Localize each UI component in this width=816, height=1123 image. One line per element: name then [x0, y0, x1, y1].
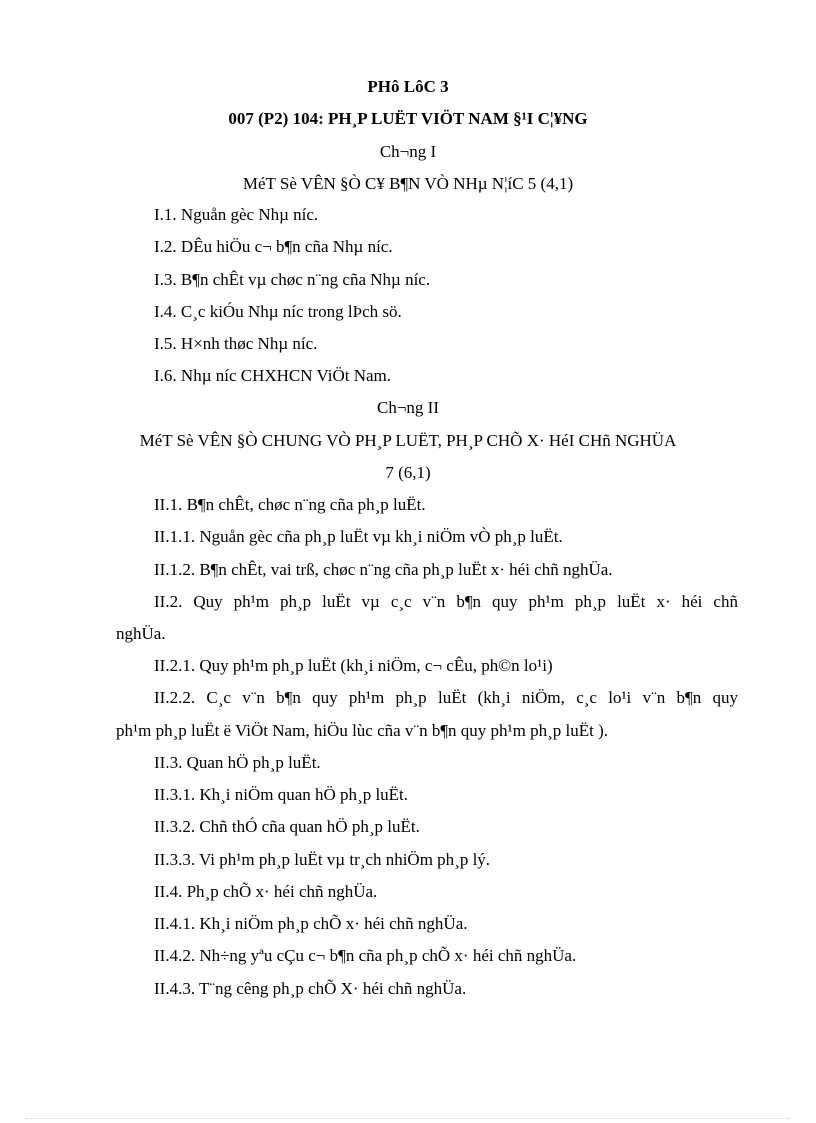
justified-word: héi: [681, 592, 703, 611]
justified-word: quy: [712, 688, 738, 707]
justified-word: ph¸p: [574, 592, 607, 611]
justified-word: ph¹m: [233, 592, 269, 611]
justified-word: C¸c: [206, 688, 231, 707]
justified-word: quy: [492, 592, 518, 611]
justified-word: Quy: [193, 592, 223, 611]
justified-word: quy: [312, 688, 338, 707]
outline-item: II.3.3. Vi ph¹m ph¸p luËt vµ tr¸ch nhiÖm ph¸p lý.: [154, 850, 491, 869]
outline-item-justified: [154, 591, 738, 613]
outline-item: I.4. C¸c kiÓu Nhµ níc trong lÞch sö.: [154, 302, 402, 321]
outline-item: II.4.2. Nh÷ng yªu cÇu c¬ b¶n cña ph¸p chÕ x· héi chñ nghÜa.: [154, 946, 577, 965]
appendix-title: PHô LôC 3: [367, 77, 449, 96]
outline-item: II.1.2. B¶n chÊt, vai trß, chøc n¨ng cña ph¸p luËt x· héi chñ nghÜa.: [154, 560, 613, 579]
justified-word: ph¸p: [395, 688, 427, 707]
outline-item: I.1. Nguån gèc Nhµ níc.: [154, 205, 319, 224]
outline-item: I.3. B¶n chÊt vµ chøc n¨ng cña Nhµ níc.: [154, 270, 431, 289]
justified-word: c¸c: [390, 592, 412, 611]
outline-item: II.3. Quan hÖ ph¸p luËt.: [154, 753, 321, 772]
justified-word: ph¹m: [528, 592, 564, 611]
justified-word: lo¹i: [608, 688, 632, 707]
chapter-2-title: Ch¬ng II: [377, 398, 439, 417]
justified-word: vµ: [361, 592, 380, 611]
chapter-1-heading: MéT Sè VÊN §Ò C¥ B¶N VÒ NHµ N¦íC 5 (4,1): [242, 174, 574, 193]
outline-item: I.5. H×nh thøc Nhµ níc.: [154, 334, 318, 353]
justified-word: v¨n: [422, 592, 446, 611]
outline-item: II.4. Ph¸p chÕ x· héi chñ nghÜa.: [154, 882, 378, 901]
chapter-2-heading: MéT Sè VÊN §Ò CHUNG VÒ PH¸P LUËT, PH¸P CHÕ X· HéI CHñ NGHÜA: [139, 431, 677, 450]
outline-item: II.4.1. Kh¸i niÖm ph¸p chÕ x· héi chñ nghÜa.: [154, 914, 468, 933]
outline-item: II.3.2. Chñ thÓ cña quan hÖ ph¸p luËt.: [154, 817, 420, 836]
justified-word: niÖm,: [521, 688, 565, 707]
outline-item: II.2.1. Quy ph¹m ph¸p luËt (kh¸i niÖm, c¬ cÊu, ph©n lo¹i): [154, 656, 553, 675]
justified-word: b¶n: [676, 688, 702, 707]
justified-word: II.2.: [154, 592, 183, 611]
justified-word: ph¹m: [348, 688, 385, 707]
justified-word: x·: [656, 592, 671, 611]
justified-word: b¶n: [276, 688, 301, 707]
justified-word: chñ: [713, 592, 738, 611]
course-title: 007 (P2) 104: PH¸P LUËT VIÖT NAM §¹I C¦¥NG: [228, 109, 588, 128]
justified-word: b¶n: [456, 592, 482, 611]
chapter-2-heading-hours: 7 (6,1): [385, 463, 431, 482]
justified-word: (kh¸i: [477, 688, 511, 707]
outline-item: II.4.3. T¨ng cêng ph¸p chÕ X· héi chñ nghÜa.: [154, 979, 467, 998]
justified-word: c¸c: [576, 688, 597, 707]
page-bottom-rule: [26, 1118, 790, 1119]
outline-item-continuation: ph¹m ph¸p luËt ë ViÖt Nam, hiÖu lùc cña v¨n b¶n quy ph¹m ph¸p luËt ).: [116, 721, 609, 740]
chapter-1-title: Ch¬ng I: [379, 142, 437, 161]
justified-word: v¨n: [242, 688, 265, 707]
justified-word: v¨n: [642, 688, 666, 707]
justified-word: luËt: [437, 688, 467, 707]
outline-item-continuation: nghÜa.: [116, 624, 166, 643]
justified-word: luËt: [322, 592, 351, 611]
outline-item-justified: [154, 687, 738, 709]
justified-word: ph¸p: [279, 592, 312, 611]
outline-item: II.1. B¶n chÊt, chøc n¨ng cña ph¸p luËt.: [154, 495, 426, 514]
justified-word: luËt: [617, 592, 646, 611]
outline-item: I.6. Nhµ níc CHXHCN ViÖt Nam.: [154, 366, 392, 385]
outline-item: I.2. DÊu hiÖu c¬ b¶n cña Nhµ níc.: [154, 237, 393, 256]
justified-word: II.2.2.: [154, 688, 196, 707]
outline-item: II.3.1. Kh¸i niÖm quan hÖ ph¸p luËt.: [154, 785, 409, 804]
outline-item: II.1.1. Nguån gèc cña ph¸p luËt vµ kh¸i niÖm vÒ ph¸p luËt.: [154, 527, 563, 546]
